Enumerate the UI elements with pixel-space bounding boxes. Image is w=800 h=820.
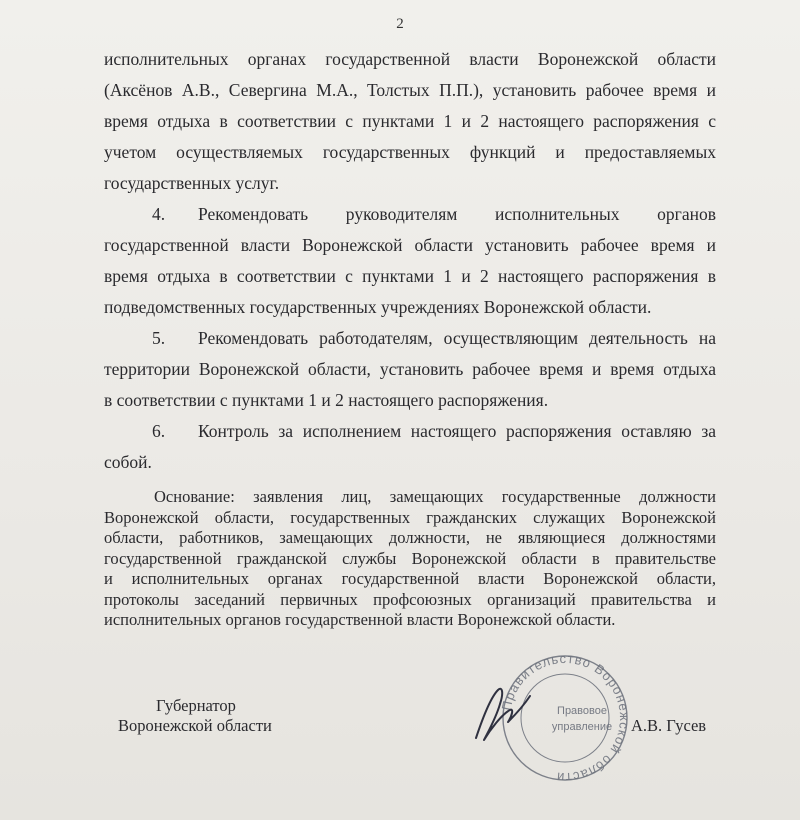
item-first-line: Рекомендовать работодателям, осуществляющим деятельность на [198,328,716,348]
position-region: Воронежской области [118,716,272,735]
text-line: исполнительных органов государственной власти Воронежской области. [104,610,616,629]
item-number: 4. [152,204,166,224]
text-line: территории Воронежской области, установить рабочее время и время отдыха [104,359,716,379]
item-first-line: Контроль за исполнением настоящего распоряжения оставляю за [198,421,716,441]
text-line [104,323,716,354]
signatory-name: А.В. Гусев [631,716,707,735]
signatory-position [118,696,272,736]
text-line [104,416,716,447]
text-line: государственной власти Воронежской области установить рабочее время и [104,235,716,255]
item-first-line: Рекомендовать руководителям исполнительных органов [198,204,716,224]
basis-paragraph [104,487,716,631]
text-line: собой. [104,452,152,472]
handwritten-signature [468,680,538,750]
text-line: время отдыха в соответствии с пунктами 1 и 2 настоящего распоряжения в [104,266,716,286]
position-title: Губернатор [156,696,236,715]
text-line: подведомственных государственных учреждениях Воронежской области. [104,297,652,317]
item-4 [104,199,716,323]
item-6 [104,416,716,478]
item-5 [104,323,716,416]
text-line: Воронежской области, государственных гражданских служащих Воронежской [104,507,716,527]
text-line [104,199,716,230]
seal-center-line2: управление [551,721,613,733]
paragraph-continuation [104,44,716,199]
text-line: государственной гражданской службы Воронежской области в правительстве [104,548,716,568]
seal-center-line1: Правовое [557,705,607,717]
text-line: исполнительных органах государственной власти Воронежской области [104,49,716,69]
text-line: области, работников, замещающих должности, не являющиеся должностями [104,528,716,547]
text-line: и исполнительных органах государственной власти Воронежской области, [104,569,716,588]
text-line: Основание: заявления лиц, замещающих государственные должности [154,487,716,506]
text-line: время отдыха в соответствии с пунктами 1 и 2 настоящего распоряжения с [104,111,716,131]
item-number: 5. [152,328,166,348]
text-line: протоколы заседаний первичных профсоюзных организаций правительства и [104,589,716,609]
text-line: в соответствии с пунктами 1 и 2 настоящего распоряжения. [104,390,549,410]
document-body [104,44,716,478]
page-number: 2 [396,16,404,32]
text-line: государственных услуг. [104,173,280,193]
item-number: 6. [152,421,166,441]
text-line: (Аксёнов А.В., Севергина М.А., Толстых П.П.), установить рабочее время и [104,80,716,100]
text-line: учетом осуществляемых государственных функций и предоставляемых [104,142,716,162]
seal-ring-text: Правительство Воронежской области [498,650,633,786]
